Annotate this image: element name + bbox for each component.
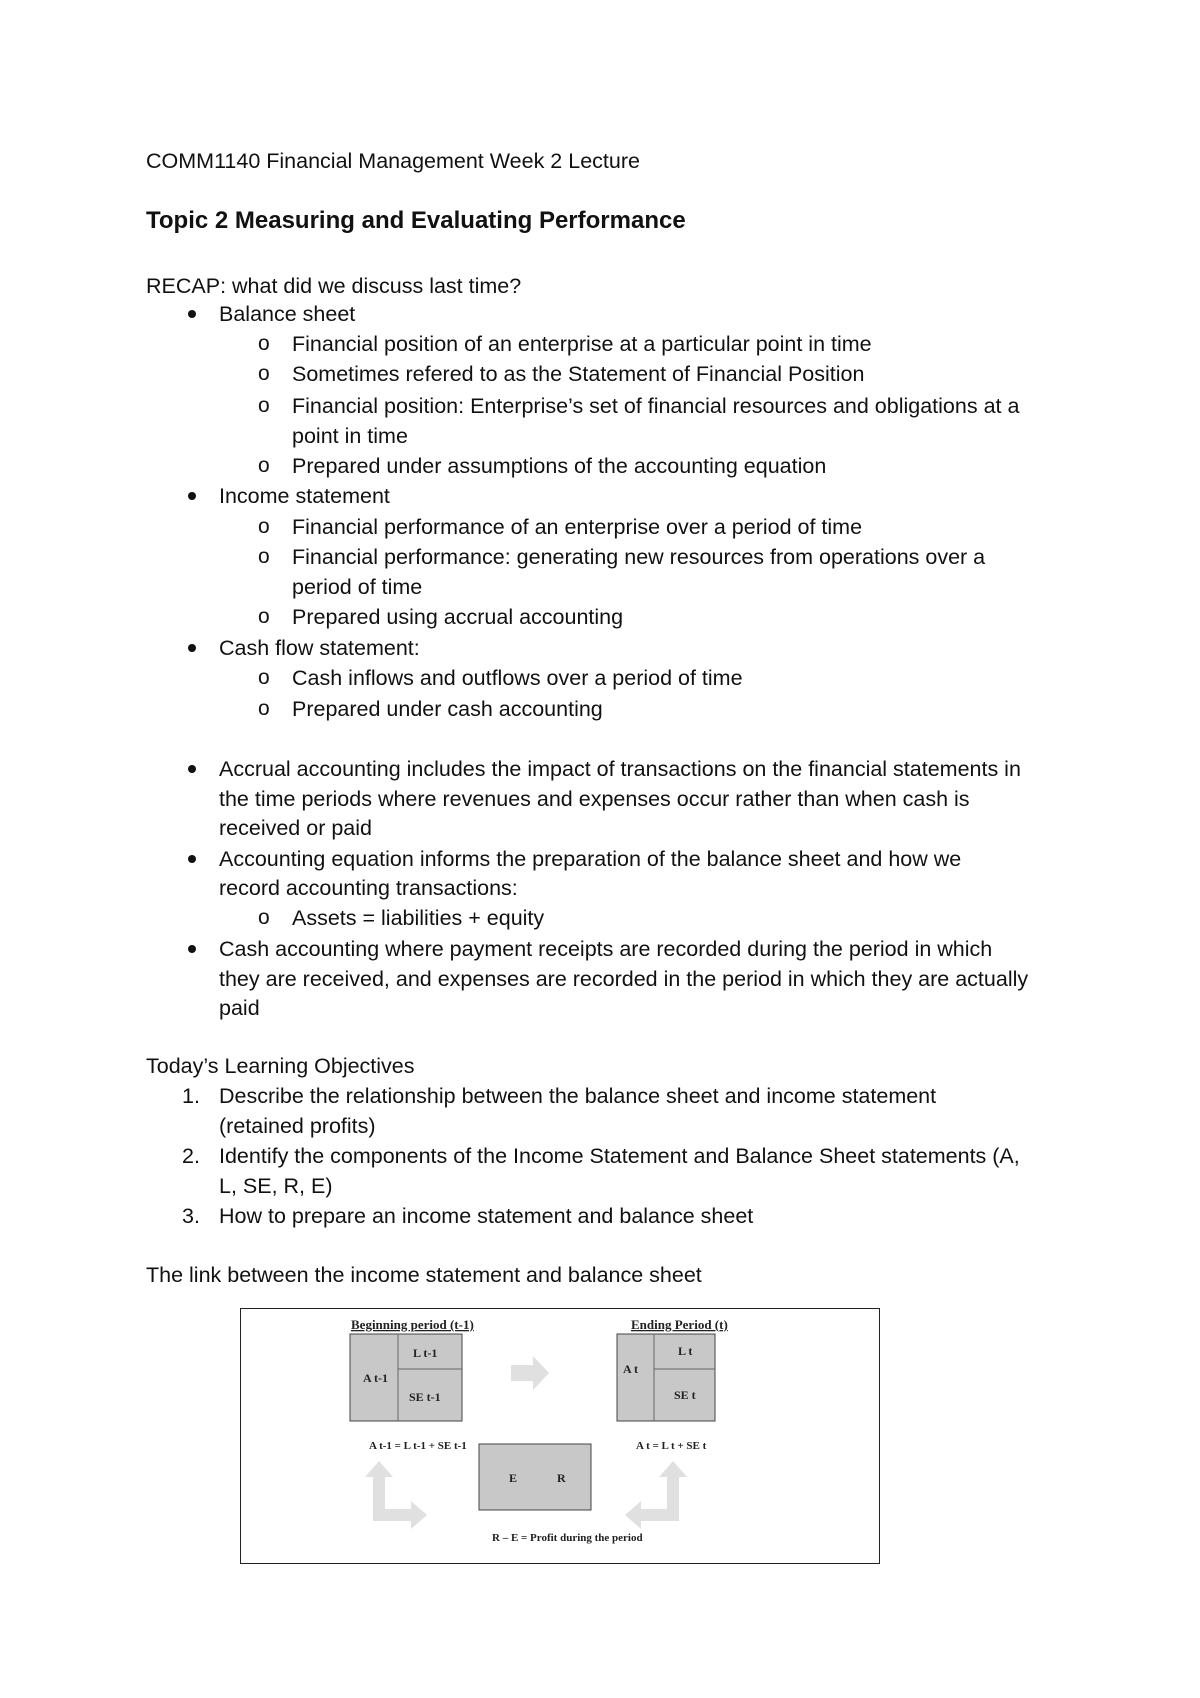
begin-period-label: Beginning period (t-1) bbox=[351, 1317, 474, 1332]
objective-number: 3. bbox=[182, 1204, 200, 1228]
recap-subitem-continued: period of time bbox=[292, 575, 423, 599]
objective-line: (retained profits) bbox=[219, 1114, 376, 1138]
bullet-icon bbox=[188, 492, 196, 500]
right-curved-arrow-icon bbox=[625, 1461, 687, 1529]
recap-item-label: Income statement bbox=[219, 484, 390, 508]
note-accrual-line: received or paid bbox=[219, 816, 372, 840]
end-equity-label: SE t bbox=[674, 1388, 696, 1402]
course-title: COMM1140 Financial Management Week 2 Lecture bbox=[146, 149, 640, 173]
objective-line: L, SE, R, E) bbox=[219, 1174, 333, 1198]
recap-intro: RECAP: what did we discuss last time? bbox=[146, 274, 522, 298]
end-equation: A t = L t + SE t bbox=[636, 1440, 707, 1452]
revenues-label: R bbox=[557, 1471, 566, 1485]
recap-subitem: Prepared using accrual accounting bbox=[292, 605, 624, 629]
recap-subitem: Financial position of an enterprise at a particular point in time bbox=[292, 332, 872, 356]
circle-bullet-icon: o bbox=[258, 906, 270, 929]
recap-subitem: Financial position: Enterprise’s set of financial resources and obligations at a bbox=[292, 394, 1020, 418]
left-curved-arrow-icon bbox=[365, 1461, 427, 1529]
begin-equation: A t-1 = L t-1 + SE t-1 bbox=[369, 1440, 467, 1452]
note-equation-sub: Assets = liabilities + equity bbox=[292, 906, 545, 930]
end-assets-label: A t bbox=[623, 1362, 638, 1376]
circle-bullet-icon: o bbox=[258, 666, 270, 689]
bullet-icon bbox=[188, 945, 196, 953]
circle-bullet-icon: o bbox=[258, 454, 270, 477]
balance-income-link-diagram bbox=[240, 1308, 880, 1564]
expenses-revenues-box bbox=[479, 1444, 591, 1510]
begin-liabilities-label: L t-1 bbox=[413, 1346, 438, 1360]
note-cash-line: they are received, and expenses are recorded in the period in which they are actually bbox=[219, 967, 1029, 991]
objective-number: 2. bbox=[182, 1144, 200, 1168]
diagram-svg bbox=[241, 1309, 881, 1565]
note-cash-line: Cash accounting where payment receipts are recorded during the period in which bbox=[219, 937, 993, 961]
note-equation-line: Accounting equation informs the preparation of the balance sheet and how we bbox=[219, 847, 962, 871]
note-equation-line: record accounting transactions: bbox=[219, 876, 518, 900]
recap-subitem: Prepared under cash accounting bbox=[292, 697, 603, 721]
circle-bullet-icon: o bbox=[258, 697, 270, 720]
circle-bullet-icon: o bbox=[258, 515, 270, 538]
right-arrow-icon bbox=[511, 1356, 549, 1390]
end-liabilities-label: L t bbox=[678, 1344, 693, 1358]
circle-bullet-icon: o bbox=[258, 545, 270, 568]
objective-number: 1. bbox=[182, 1084, 200, 1108]
recap-item-label: Balance sheet bbox=[219, 302, 356, 326]
circle-bullet-icon: o bbox=[258, 362, 270, 385]
end-balance-box bbox=[617, 1334, 715, 1421]
objective-line: Identify the components of the Income Statement and Balance Sheet statements (A, bbox=[219, 1144, 1020, 1168]
circle-bullet-icon: o bbox=[258, 605, 270, 628]
bullet-icon bbox=[188, 310, 196, 318]
recap-subitem: Financial performance: generating new resources from operations over a bbox=[292, 545, 986, 569]
profit-caption: R – E = Profit during the period bbox=[492, 1532, 643, 1544]
expenses-label: E bbox=[509, 1471, 518, 1485]
recap-subitem: Financial performance of an enterprise over a period of time bbox=[292, 515, 863, 539]
topic-title: Topic 2 Measuring and Evaluating Performance bbox=[146, 207, 686, 234]
begin-assets-label: A t-1 bbox=[363, 1371, 388, 1385]
note-accrual-line: the time periods where revenues and expenses occur rather than when cash is bbox=[219, 787, 970, 811]
circle-bullet-icon: o bbox=[258, 332, 270, 355]
bullet-icon bbox=[188, 644, 196, 652]
objectives-title: Today’s Learning Objectives bbox=[146, 1054, 415, 1078]
recap-subitem: Cash inflows and outflows over a period of time bbox=[292, 666, 743, 690]
note-cash-line: paid bbox=[219, 996, 260, 1020]
end-period-label: Ending Period (t) bbox=[631, 1317, 728, 1332]
recap-subitem-continued: point in time bbox=[292, 424, 408, 448]
bullet-icon bbox=[188, 855, 196, 863]
objective-line: Describe the relationship between the balance sheet and income statement bbox=[219, 1084, 937, 1108]
recap-subitem: Sometimes refered to as the Statement of Financial Position bbox=[292, 362, 865, 386]
link-title: The link between the income statement and balance sheet bbox=[146, 1263, 702, 1287]
recap-item-label: Cash flow statement: bbox=[219, 636, 420, 660]
note-accrual-line: Accrual accounting includes the impact of transactions on the financial statements in bbox=[219, 757, 1021, 781]
objective-line: How to prepare an income statement and balance sheet bbox=[219, 1204, 754, 1228]
recap-subitem: Prepared under assumptions of the accounting equation bbox=[292, 454, 827, 478]
circle-bullet-icon: o bbox=[258, 394, 270, 417]
bullet-icon bbox=[188, 765, 196, 773]
begin-equity-label: SE t-1 bbox=[409, 1390, 441, 1404]
